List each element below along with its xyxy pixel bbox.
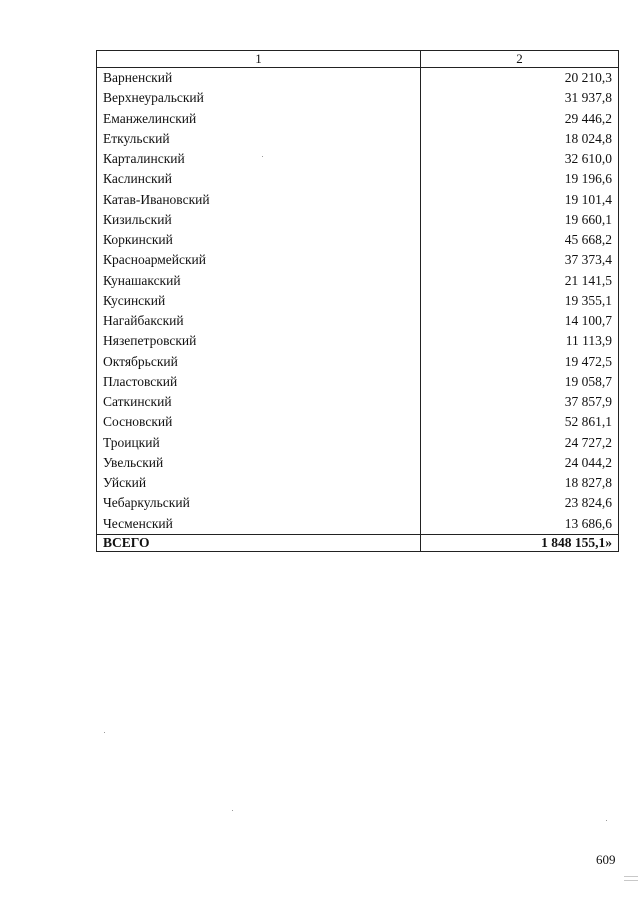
table-row: [97, 230, 619, 250]
district-value: 23 824,6: [421, 493, 619, 513]
district-value: 19 058,7: [421, 372, 619, 392]
table-row: [97, 271, 619, 291]
scan-edge-mark: [624, 880, 638, 881]
district-name: Уйский: [97, 473, 421, 493]
district-name: Саткинский: [97, 392, 421, 412]
district-name: Коркинский: [97, 230, 421, 250]
table-row: [97, 129, 619, 149]
district-name: Кусинский: [97, 291, 421, 311]
district-value: 37 857,9: [421, 392, 619, 412]
table-row: [97, 311, 619, 331]
district-value: 19 101,4: [421, 190, 619, 210]
table-row: [97, 190, 619, 210]
district-value: 19 355,1: [421, 291, 619, 311]
district-value: 37 373,4: [421, 250, 619, 270]
district-name: Пластовский: [97, 372, 421, 392]
total-row: [97, 534, 619, 551]
table-row: [97, 250, 619, 270]
table-row: [97, 352, 619, 372]
district-value: 24 727,2: [421, 433, 619, 453]
district-value: 20 210,3: [421, 68, 619, 89]
district-value: 19 472,5: [421, 352, 619, 372]
district-name: Красноармейский: [97, 250, 421, 270]
district-name: Варненский: [97, 68, 421, 89]
district-name: Еманжелинский: [97, 109, 421, 129]
district-value: 11 113,9: [421, 331, 619, 351]
allocation-table: [96, 50, 619, 552]
district-name: Нагайбакский: [97, 311, 421, 331]
district-value: 14 100,7: [421, 311, 619, 331]
table-row: [97, 433, 619, 453]
district-value: 21 141,5: [421, 271, 619, 291]
column-header-2: 2: [421, 51, 619, 68]
district-name: Катав-Ивановский: [97, 190, 421, 210]
district-name: Троицкий: [97, 433, 421, 453]
district-value: 18 024,8: [421, 129, 619, 149]
table-header-row: [97, 51, 619, 68]
table-row: [97, 331, 619, 351]
district-value: 31 937,8: [421, 88, 619, 108]
district-name: Нязепетровский: [97, 331, 421, 351]
district-value: 19 196,6: [421, 169, 619, 189]
scan-speck: [104, 732, 105, 733]
district-name: Каслинский: [97, 169, 421, 189]
table-row: [97, 412, 619, 432]
district-name: Сосновский: [97, 412, 421, 432]
table-row: [97, 291, 619, 311]
district-name: Верхнеуральский: [97, 88, 421, 108]
table-row: [97, 169, 619, 189]
table-row: [97, 149, 619, 169]
district-name: Октябрьский: [97, 352, 421, 372]
table-row: [97, 453, 619, 473]
table-row: [97, 473, 619, 493]
district-value: 45 668,2: [421, 230, 619, 250]
column-header-1: 1: [97, 51, 421, 68]
table-row: [97, 372, 619, 392]
district-value: 29 446,2: [421, 109, 619, 129]
scan-speck: [262, 156, 263, 157]
scan-speck: [232, 810, 233, 811]
table-row: [97, 109, 619, 129]
district-name: Кунашакский: [97, 271, 421, 291]
district-value: 32 610,0: [421, 149, 619, 169]
district-name: Еткульский: [97, 129, 421, 149]
district-name: Увельский: [97, 453, 421, 473]
district-value: 52 861,1: [421, 412, 619, 432]
district-name: Чебаркульский: [97, 493, 421, 513]
table-row: [97, 514, 619, 535]
district-value: 13 686,6: [421, 514, 619, 535]
table-body: [97, 68, 619, 535]
total-value: 1 848 155,1»: [421, 534, 619, 551]
table-row: [97, 68, 619, 89]
page-number: 609: [596, 852, 616, 867]
table-row: [97, 210, 619, 230]
table-row: [97, 493, 619, 513]
table-row: [97, 88, 619, 108]
district-name: Карталинский: [97, 149, 421, 169]
scan-speck: [606, 820, 607, 821]
district-value: 18 827,8: [421, 473, 619, 493]
scan-edge-mark: [624, 876, 638, 877]
district-value: 24 044,2: [421, 453, 619, 473]
district-value: 19 660,1: [421, 210, 619, 230]
table-row: [97, 392, 619, 412]
district-name: Кизильский: [97, 210, 421, 230]
district-name: Чесменский: [97, 514, 421, 535]
total-label: ВСЕГО: [97, 534, 421, 551]
